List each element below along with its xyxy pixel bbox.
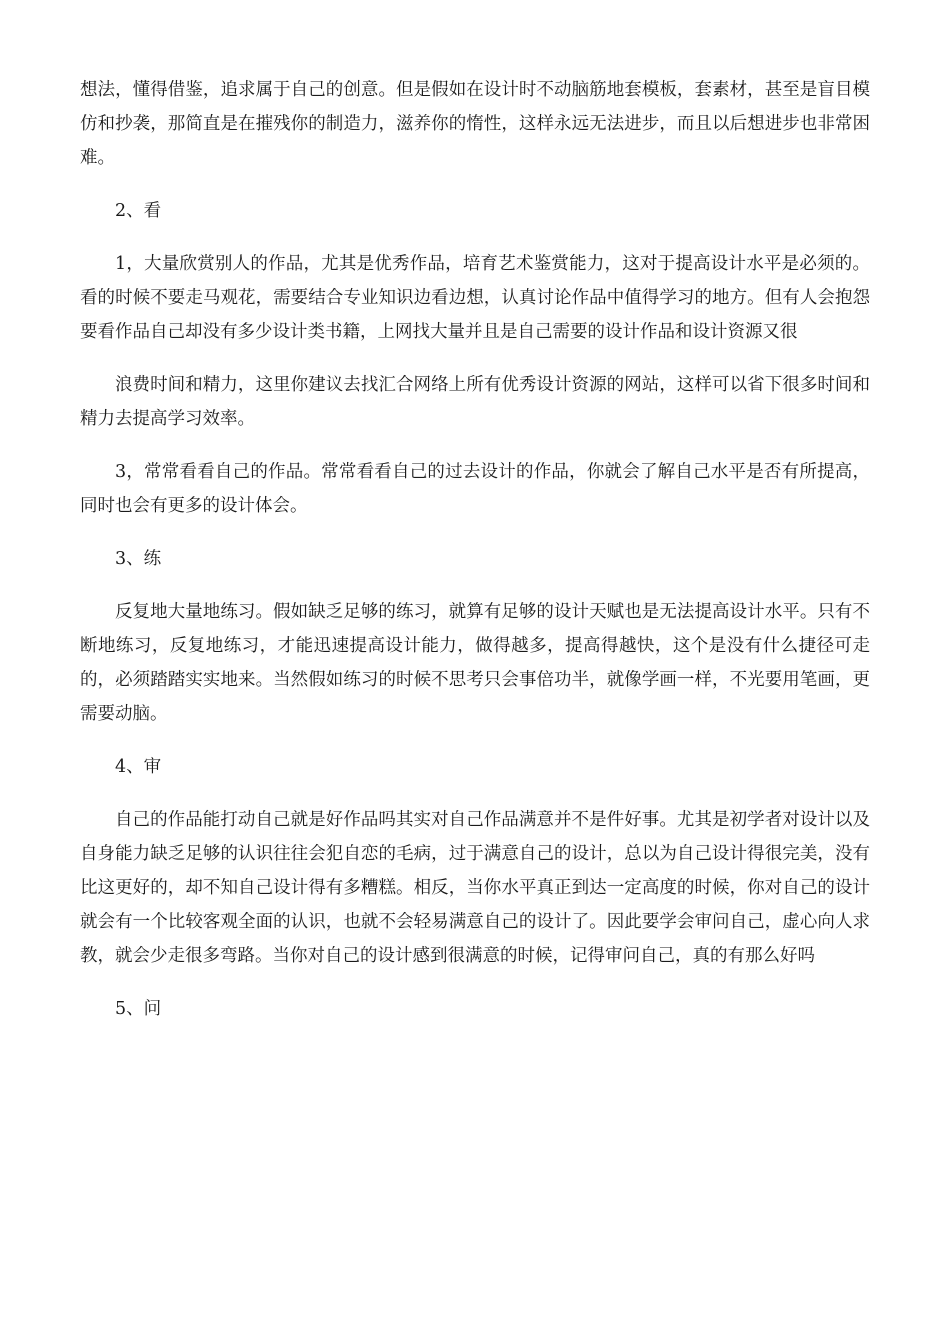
paragraph-appreciate-works: 1，大量欣赏别人的作品，尤其是优秀作品，培育艺术鉴赏能力，这对于提高设计水平是必须的。看的时候不要走马观花，需要结合专业知识边看边想，认真讨论作品中值得学习的地方。但有人会抱怨要看作品自己却没有多少设计类书籍，上网找大量并且是自己需要的设计作品和设计资源又很 (80, 254, 870, 342)
document-page (80, 73, 870, 1045)
paragraph-continuation: 想法，懂得借鉴，追求属于自己的创意。但是假如在设计时不动脑筋地套模板，套素材，甚至是盲目模仿和抄袭，那简直是在摧残你的制造力，滋养你的惰性，这样永远无法进步，而且以后想进步也非常困难。 (80, 80, 870, 168)
section-heading-practice: 3、练 (115, 549, 162, 569)
section-heading-ask: 5、问 (115, 999, 162, 1019)
paragraph-review-own-works: 3，常常看看自己的作品。常常看看自己的过去设计的作品，你就会了解自己水平是否有所提高，同时也会有更多的设计体会。 (80, 462, 870, 516)
paragraph-save-time: 浪费时间和精力，这里你建议去找汇合网络上所有优秀设计资源的网站，这样可以省下很多时间和精力去提高学习效率。 (80, 375, 870, 429)
section-heading-examine: 4、审 (115, 757, 162, 777)
paragraph-examine: 自己的作品能打动自己就是好作品吗其实对自己作品满意并不是件好事。尤其是初学者对设计以及自身能力缺乏足够的认识往往会犯自恋的毛病，过于满意自己的设计，总以为自己设计得很完美，没有比这更好的，却不知自己设计得有多糟糕。相反，当你水平真正到达一定高度的时候，你对自己的设计就会有一个比较客观全面的认识，也就不会轻易满意自己的设计了。因此要学会审问自己，虚心向人求教，就会少走很多弯路。当你对自己的设计感到很满意的时候，记得审问自己，真的有那么好吗 (80, 810, 870, 966)
section-heading-look: 2、看 (115, 201, 162, 221)
paragraph-practice: 反复地大量地练习。假如缺乏足够的练习，就算有足够的设计天赋也是无法提高设计水平。只有不断地练习，反复地练习，才能迅速提高设计能力，做得越多，提高得越快，这个是没有什么捷径可走的，必须踏踏实实地来。当然假如练习的时候不思考只会事倍功半，就像学画一样，不光要用笔画，更需要动脑。 (80, 602, 870, 724)
